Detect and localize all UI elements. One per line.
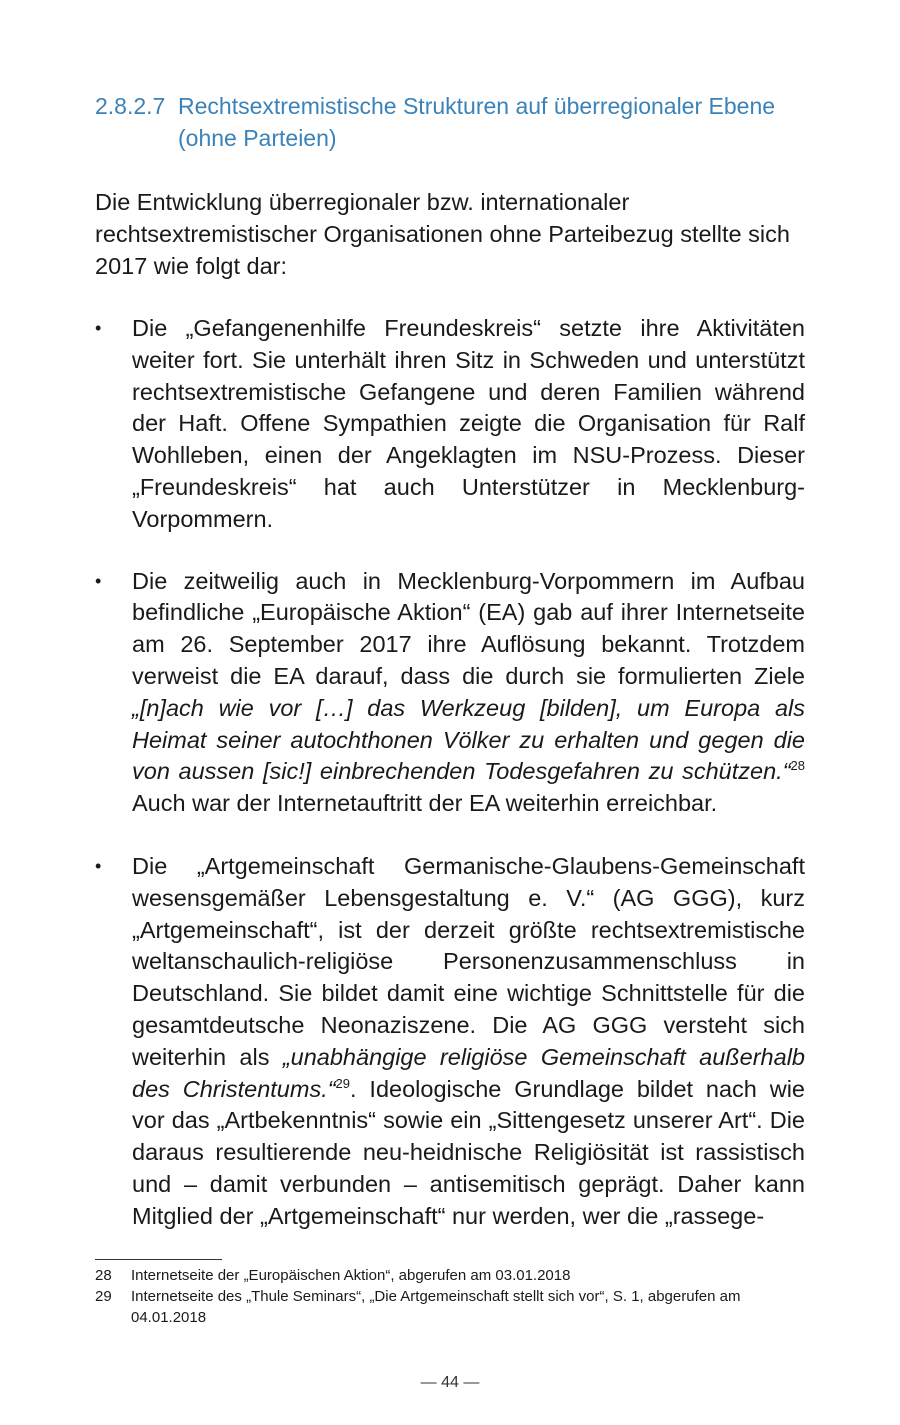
bullet-text: Die zeitweilig auch in Mecklenburg-Vorpommern im Aufbau befindliche „Europäische Aktion“ (EA) gab auf ihrer Internetseite am 26. September 2017 ihre Auflösung bekannt. Trotzdem verweist die EA darauf, dass die durch sie formulierten Ziele: [132, 567, 805, 689]
intro-paragraph: Die Entwicklung überregionaler bzw. internationaler rechtsextremistischer Organisationen ohne Parteibezug stellte sich 2017 wie folgt dar:: [95, 189, 790, 279]
bullet-icon: •: [95, 318, 102, 338]
bullet-text-after: Auch war der Internetauftritt der EA weiterhin erreichbar.: [132, 790, 718, 817]
footnote: [95, 1265, 805, 1286]
list-item: [95, 851, 805, 1233]
list-item: [95, 313, 805, 536]
footnote-ref[interactable]: 28: [790, 758, 805, 774]
footnote-ref[interactable]: 29: [335, 1075, 351, 1091]
section-number: 2.8.2.7: [95, 93, 166, 119]
footnote-divider: [95, 1259, 222, 1260]
bullet-quote: „[n]ach wie vor […] das Werkzeug [bilden], um Europa als Heimat seiner autochthonen Völker zu erhalten und gegen die von aussen [sic!] einbrechenden Todesgefahren zu schützen.“: [132, 694, 805, 785]
section-title: Rechtsextremistische Strukturen auf überregionaler Ebene (ohne Parteien): [178, 93, 776, 151]
bullet-quote: „unabhängige religiöse Gemeinschaft außerhalb des Christentums.“: [132, 1043, 805, 1102]
bullet-text: Die „Gefangenenhilfe Freundeskreis“ setzte ihre Aktivitäten weiter fort. Sie unterhält ihren Sitz in Schweden und unterstützt rechtsextremistische Gefangene und deren Familien während der Haft. Offene Sympathien zeigte die Organisation für Ralf Wohlleben, einen der Angeklagten im NSU-Prozess. Dieser „Freundeskreis“ hat auch Unterstützer in Mecklenburg-Vorpommern.: [132, 315, 805, 532]
section-heading: [95, 90, 815, 154]
footnote-text: Internetseite der „Europäischen Aktion“, abgerufen am 03.01.2018: [131, 1267, 571, 1284]
list-item: [95, 566, 805, 820]
footnote-number: 28: [95, 1267, 112, 1284]
footnote: [95, 1286, 805, 1328]
footnotes: [95, 1265, 805, 1328]
page-number: — 44 —: [420, 1374, 480, 1391]
bullet-text-after: . Ideologische Grundlage bildet nach wie vor das „Artbekenntnis“ sowie ein „Sittengesetz unserer Art“. Die daraus resultierende neu-heidnische Religiösität ist rassistisch und – damit verbunden – antisemitisch geprägt. Daher kann Mitglied der „Artgemeinschaft“ nur werden, wer die „rassege-: [132, 1075, 805, 1229]
footnote-text: Internetseite des „Thule Seminars“, „Die Artgemeinschaft stellt sich vor“, S. 1, abgerufen am 04.01.2018: [131, 1288, 741, 1326]
bullet-text: Die „Artgemeinschaft Germanische-Glaubens-Gemeinschaft wesensgemäßer Lebensgestaltung e. V.“ (AG GGG), kurz „Artgemeinschaft“, ist der derzeit größte rechtsextremistische weltanschaulich-religiöse Personenzusammenschluss in Deutschland. Sie bildet damit eine wichtige Schnittstelle für die gesamtdeutsche Neonaziszene. Die AG GGG versteht sich weiterhin als: [132, 852, 805, 1070]
footnote-number: 29: [95, 1288, 112, 1305]
bullet-icon: •: [95, 570, 102, 591]
bullet-icon: •: [95, 855, 102, 876]
bullet-list: [95, 313, 805, 1263]
